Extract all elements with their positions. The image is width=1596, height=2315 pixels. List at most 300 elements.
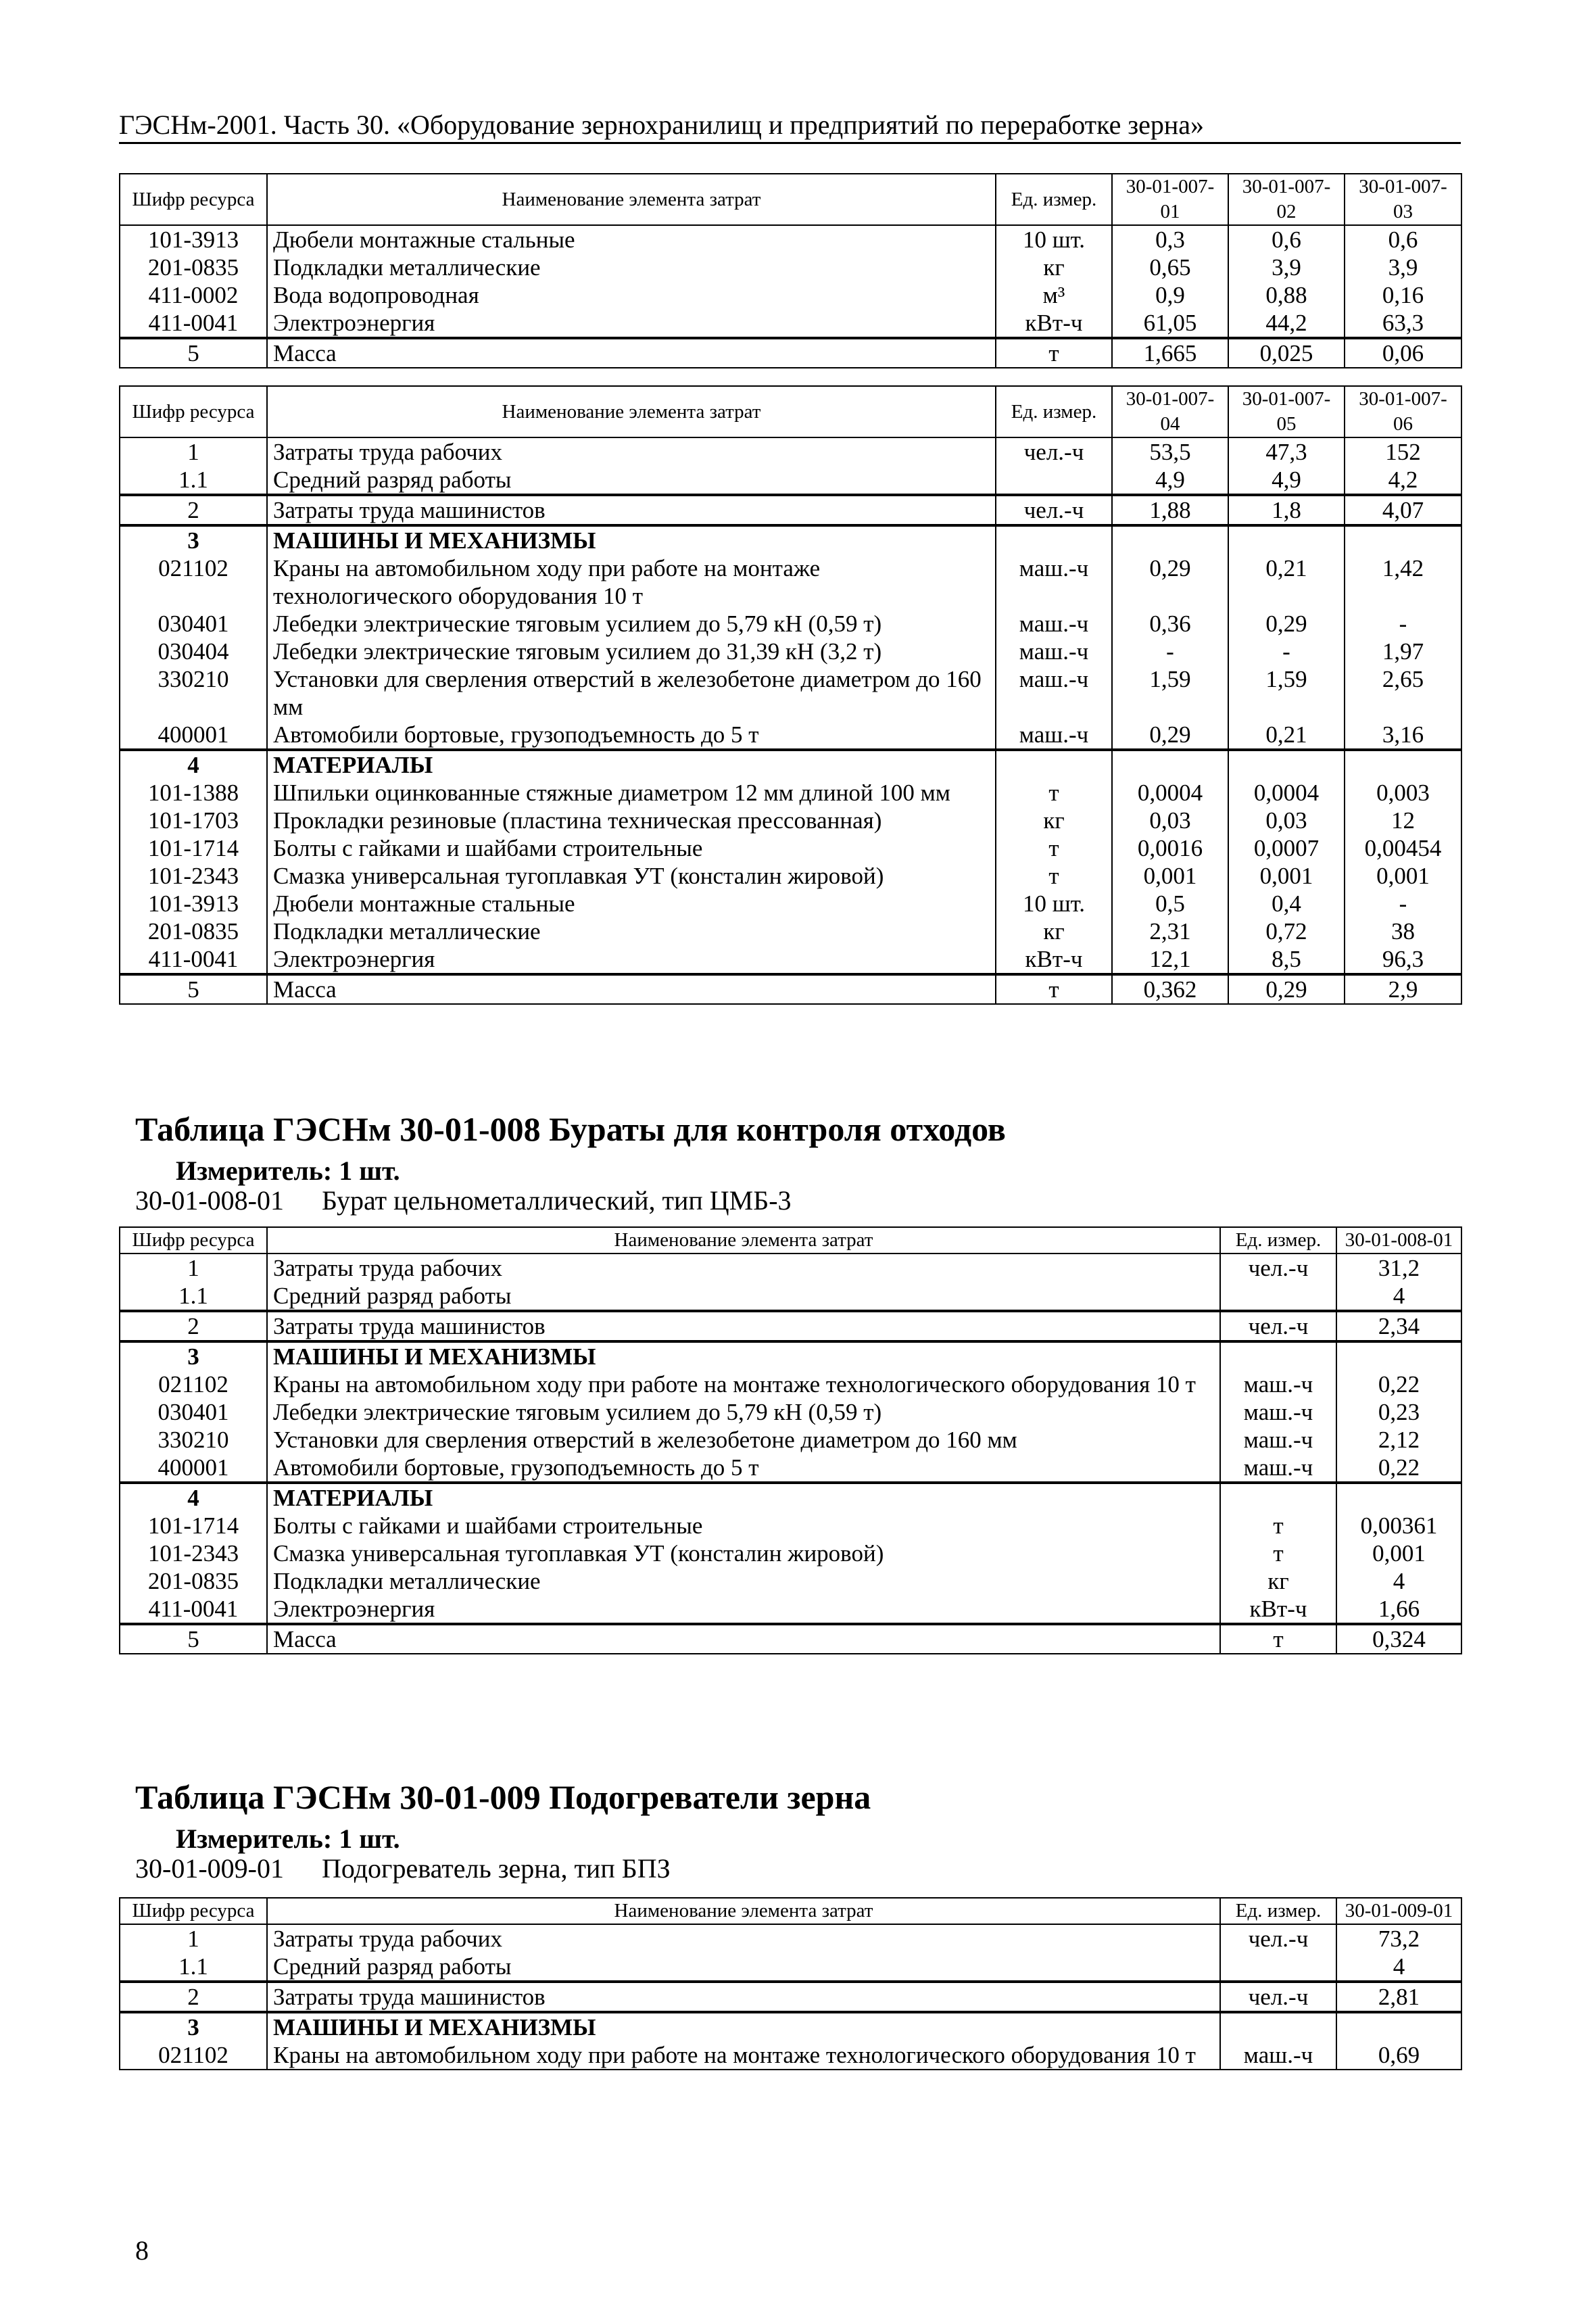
table-cell: 3,9 [1228, 254, 1345, 281]
table-cell: 3 [120, 1341, 267, 1370]
table-cell: 5 [120, 1624, 267, 1654]
table-cell: 0,72 [1228, 917, 1345, 945]
table-cell: маш.-ч [996, 665, 1112, 721]
table-cell: - [1228, 638, 1345, 665]
table-cell: 1,8 [1228, 495, 1345, 525]
table-header-row [120, 386, 1461, 437]
table-cell: маш.-ч [1220, 1370, 1336, 1398]
table-cell: Шифр ресурса [120, 174, 267, 225]
table-cell: Прокладки резиновые (пластина техническая прессованная) [267, 807, 996, 834]
table-header-row [120, 174, 1461, 225]
table-row [120, 665, 1461, 721]
table-cell: 0,21 [1228, 721, 1345, 750]
norm-008-01-name: Бурат цельнометаллический, тип ЦМБ-3 [321, 1185, 792, 1216]
table-row [120, 945, 1461, 974]
table-section-row [120, 750, 1461, 779]
table-007-01-03-body [120, 174, 1461, 368]
table-cell: кг [1220, 1567, 1336, 1595]
table-cell [1220, 1282, 1336, 1311]
table-cell: 0,29 [1228, 610, 1345, 638]
table-cell: 30-01-007-01 [1112, 174, 1228, 225]
table-008-meter: Измеритель: 1 шт. [176, 1155, 400, 1186]
table-cell: Краны на автомобильном ходу при работе на монтаже технологического оборудования 10 т [267, 2041, 1220, 2070]
table-cell: Ед. измер. [1220, 1898, 1336, 1924]
table-cell: т [996, 779, 1112, 807]
table-cell: 2,31 [1112, 917, 1228, 945]
table-cell: 5 [120, 338, 267, 368]
table-row [120, 862, 1461, 890]
table-009-title: Таблица ГЭСНм 30-01-009 Подогреватели зерна [135, 1778, 871, 1816]
table-cell: 4,07 [1345, 495, 1461, 525]
table-cell: 1 [120, 437, 267, 466]
table-cell [1220, 1953, 1336, 1982]
table-cell: 2,65 [1345, 665, 1461, 721]
table-cell: 5 [120, 974, 267, 1004]
table-cell: 4 [1336, 1953, 1461, 1982]
norm-009-01-name: Подогреватель зерна, тип БПЗ [321, 1853, 671, 1884]
table-cell: Шифр ресурса [120, 386, 267, 437]
table-row [120, 834, 1461, 862]
table-row [120, 2041, 1461, 2070]
table-cell: 38 [1345, 917, 1461, 945]
table-row [120, 807, 1461, 834]
table-cell: 3 [120, 2012, 267, 2041]
table-cell: 30-01-007-05 [1228, 386, 1345, 437]
table-cell: 021102 [120, 554, 267, 610]
table-cell: Шифр ресурса [120, 1898, 267, 1924]
table-cell: чел.-ч [1220, 1924, 1336, 1953]
table-cell: 2,81 [1336, 1982, 1461, 2012]
table-row [120, 917, 1461, 945]
table-009-body [120, 1898, 1461, 2070]
table-cell: маш.-ч [996, 721, 1112, 750]
table-cell: 1 [120, 1254, 267, 1282]
table-section-row [120, 525, 1461, 554]
table-cell: 73,2 [1336, 1924, 1461, 1953]
table-cell: 0,324 [1336, 1624, 1461, 1654]
table-cell: 0,29 [1228, 974, 1345, 1004]
table-cell: 201-0835 [120, 254, 267, 281]
running-header: ГЭСНм-2001. Часть 30. «Оборудование зернохранилищ и предприятий по переработке зерна» [119, 108, 1461, 144]
table-cell: 0,001 [1228, 862, 1345, 890]
table-cell: 101-2343 [120, 1540, 267, 1567]
table-cell: 31,2 [1336, 1254, 1461, 1282]
table-cell: 44,2 [1228, 309, 1345, 338]
table-cell: 030401 [120, 610, 267, 638]
table-cell: 0,003 [1345, 779, 1461, 807]
table-cell: 0,0016 [1112, 834, 1228, 862]
table-cell: 3 [120, 525, 267, 554]
table-cell: Лебедки электрические тяговым усилием до 5,79 кН (0,59 т) [267, 1398, 1220, 1426]
table-row [120, 554, 1461, 610]
table-cell: 1.1 [120, 1953, 267, 1982]
table-cell: 152 [1345, 437, 1461, 466]
table-cell: 0,03 [1112, 807, 1228, 834]
table-row [120, 1454, 1461, 1483]
table-cell [1112, 750, 1228, 779]
table-cell: МАШИНЫ И МЕХАНИЗМЫ [267, 2012, 1220, 2041]
table-cell: Болты с гайками и шайбами строительные [267, 834, 996, 862]
table-row [120, 974, 1461, 1004]
table-cell: Подкладки металлические [267, 917, 996, 945]
table-cell: Электроэнергия [267, 309, 996, 338]
table-cell: 0,69 [1336, 2041, 1461, 2070]
table-cell: 1,665 [1112, 338, 1228, 368]
table-cell: Дюбели монтажные стальные [267, 890, 996, 917]
table-header-row [120, 1227, 1461, 1254]
table-cell: 0,5 [1112, 890, 1228, 917]
table-cell: Затраты труда рабочих [267, 1254, 1220, 1282]
table-row [120, 610, 1461, 638]
table-row [120, 338, 1461, 368]
table-cell: 021102 [120, 1370, 267, 1398]
table-cell: 101-3913 [120, 890, 267, 917]
table-cell: 1.1 [120, 1282, 267, 1311]
table-cell: 12 [1345, 807, 1461, 834]
table-cell: чел.-ч [996, 437, 1112, 466]
table-cell: 2 [120, 1982, 267, 2012]
table-cell: 4,9 [1228, 466, 1345, 495]
table-cell: Дюбели монтажные стальные [267, 225, 996, 254]
table-cell: 4 [120, 1483, 267, 1512]
table-row [120, 437, 1461, 466]
table-cell: 201-0835 [120, 917, 267, 945]
table-cell: 0,025 [1228, 338, 1345, 368]
table-row [120, 1567, 1461, 1595]
table-row [120, 1624, 1461, 1654]
table-cell: 2 [120, 495, 267, 525]
page-number: 8 [135, 2235, 149, 2266]
table-cell: Вода водопроводная [267, 281, 996, 309]
table-cell: 3,16 [1345, 721, 1461, 750]
table-cell: Болты с гайками и шайбами строительные [267, 1512, 1220, 1540]
table-cell: 0,22 [1336, 1454, 1461, 1483]
table-cell: 0,16 [1345, 281, 1461, 309]
table-cell: 0,06 [1345, 338, 1461, 368]
table-cell: 0,00454 [1345, 834, 1461, 862]
table-cell: Автомобили бортовые, грузоподъемность до 5 т [267, 721, 996, 750]
table-cell: 0,21 [1228, 554, 1345, 610]
table-cell: 0,001 [1112, 862, 1228, 890]
table-cell: 0,03 [1228, 807, 1345, 834]
table-cell: 3,9 [1345, 254, 1461, 281]
norm-009-01-line [135, 1853, 671, 1885]
table-cell: 411-0002 [120, 281, 267, 309]
table-row [120, 1370, 1461, 1398]
table-cell: 2,12 [1336, 1426, 1461, 1454]
table-cell: 101-1703 [120, 807, 267, 834]
table-cell: 30-01-007-03 [1345, 174, 1461, 225]
table-cell: 30-01-007-06 [1345, 386, 1461, 437]
table-cell: маш.-ч [1220, 2041, 1336, 2070]
table-cell: маш.-ч [1220, 1426, 1336, 1454]
table-cell: 0,65 [1112, 254, 1228, 281]
table-008-title: Таблица ГЭСНм 30-01-008 Бураты для контроля отходов [135, 1110, 1006, 1148]
table-cell: Масса [267, 338, 996, 368]
table-cell: т [996, 834, 1112, 862]
table-cell: 1,59 [1112, 665, 1228, 721]
table-header-row [120, 1898, 1461, 1924]
table-cell: 0,0004 [1112, 779, 1228, 807]
table-cell: 0,88 [1228, 281, 1345, 309]
table-cell: 30-01-009-01 [1336, 1898, 1461, 1924]
table-cell [1228, 525, 1345, 554]
table-cell: - [1112, 638, 1228, 665]
table-008-body [120, 1227, 1461, 1654]
table-cell: 0,9 [1112, 281, 1228, 309]
norm-008-01-code: 30-01-008-01 [135, 1185, 284, 1216]
table-008 [119, 1226, 1462, 1654]
table-cell: Смазка универсальная тугоплавкая УТ (консталин жировой) [267, 1540, 1220, 1567]
table-cell: чел.-ч [996, 495, 1112, 525]
norm-008-01-line [135, 1185, 792, 1217]
table-cell: 0,00361 [1336, 1512, 1461, 1540]
table-cell: кг [996, 917, 1112, 945]
table-cell: 1,42 [1345, 554, 1461, 610]
table-cell: Затраты труда машинистов [267, 1982, 1220, 2012]
table-cell: 8,5 [1228, 945, 1345, 974]
table-cell: 201-0835 [120, 1567, 267, 1595]
table-cell: 0,001 [1336, 1540, 1461, 1567]
table-row [120, 1311, 1461, 1341]
table-row [120, 466, 1461, 495]
table-cell: т [1220, 1512, 1336, 1540]
table-cell: 0,6 [1345, 225, 1461, 254]
table-cell: 30-01-007-02 [1228, 174, 1345, 225]
table-cell: 1,66 [1336, 1595, 1461, 1624]
table-cell [1112, 525, 1228, 554]
table-cell: 1,88 [1112, 495, 1228, 525]
table-cell [1336, 2012, 1461, 2041]
table-row [120, 1426, 1461, 1454]
table-section-row [120, 1341, 1461, 1370]
table-cell: т [996, 974, 1112, 1004]
table-cell [1336, 1341, 1461, 1370]
table-cell: Электроэнергия [267, 945, 996, 974]
table-cell: кВт-ч [1220, 1595, 1336, 1624]
table-section-row [120, 2012, 1461, 2041]
norm-009-01-code: 30-01-009-01 [135, 1853, 284, 1884]
table-009 [119, 1897, 1462, 2070]
table-cell: Электроэнергия [267, 1595, 1220, 1624]
table-cell: 1,59 [1228, 665, 1345, 721]
table-cell: 411-0041 [120, 945, 267, 974]
table-cell: 96,3 [1345, 945, 1461, 974]
table-cell: 1.1 [120, 466, 267, 495]
table-cell: 2 [120, 1311, 267, 1341]
table-cell: 4 [1336, 1282, 1461, 1311]
table-cell: Затраты труда машинистов [267, 1311, 1220, 1341]
table-cell [1345, 750, 1461, 779]
table-009-meter: Измеритель: 1 шт. [176, 1823, 400, 1854]
table-cell: 330210 [120, 665, 267, 721]
table-cell: кВт-ч [996, 309, 1112, 338]
table-row [120, 1512, 1461, 1540]
table-cell: 330210 [120, 1426, 267, 1454]
table-cell [1220, 1483, 1336, 1512]
table-cell: МАШИНЫ И МЕХАНИЗМЫ [267, 1341, 1220, 1370]
table-cell [1220, 2012, 1336, 2041]
table-cell: Средний разряд работы [267, 1282, 1220, 1311]
table-cell: 53,5 [1112, 437, 1228, 466]
table-cell: м³ [996, 281, 1112, 309]
table-cell: 1,97 [1345, 638, 1461, 665]
table-cell: Затраты труда машинистов [267, 495, 996, 525]
table-cell: 4 [120, 750, 267, 779]
table-cell: 10 шт. [996, 890, 1112, 917]
table-cell: 101-1388 [120, 779, 267, 807]
table-row [120, 309, 1461, 338]
table-cell: кг [996, 807, 1112, 834]
table-cell: Затраты труда рабочих [267, 437, 996, 466]
table-section-row [120, 1483, 1461, 1512]
table-cell: 12,1 [1112, 945, 1228, 974]
table-cell: 0,0004 [1228, 779, 1345, 807]
table-cell: 0,4 [1228, 890, 1345, 917]
table-cell: 4,9 [1112, 466, 1228, 495]
table-cell: Смазка универсальная тугоплавкая УТ (консталин жировой) [267, 862, 996, 890]
table-cell: 411-0041 [120, 1595, 267, 1624]
table-row [120, 1953, 1461, 1982]
table-cell: 0,36 [1112, 610, 1228, 638]
table-row [120, 254, 1461, 281]
table-cell: 1 [120, 1924, 267, 1953]
table-cell: 30-01-008-01 [1336, 1227, 1461, 1254]
table-cell: Шифр ресурса [120, 1227, 267, 1254]
table-cell: 101-2343 [120, 862, 267, 890]
table-cell: 10 шт. [996, 225, 1112, 254]
table-007-04-06-body [120, 386, 1461, 1004]
table-007-01-03 [119, 173, 1462, 368]
table-cell: Подкладки металлические [267, 254, 996, 281]
table-cell [996, 466, 1112, 495]
table-007-04-06 [119, 385, 1462, 1005]
table-cell [1220, 1341, 1336, 1370]
table-row [120, 1398, 1461, 1426]
table-cell: кВт-ч [996, 945, 1112, 974]
table-cell: Автомобили бортовые, грузоподъемность до 5 т [267, 1454, 1220, 1483]
table-cell: 2,9 [1345, 974, 1461, 1004]
table-row [120, 225, 1461, 254]
table-cell: Масса [267, 974, 996, 1004]
table-cell: 101-1714 [120, 834, 267, 862]
table-row [120, 721, 1461, 750]
table-cell: МАШИНЫ И МЕХАНИЗМЫ [267, 525, 996, 554]
table-cell: МАТЕРИАЛЫ [267, 750, 996, 779]
table-cell: маш.-ч [1220, 1454, 1336, 1483]
table-row [120, 779, 1461, 807]
table-cell: 400001 [120, 1454, 267, 1483]
table-cell: маш.-ч [996, 610, 1112, 638]
table-cell: 400001 [120, 721, 267, 750]
table-cell: 0,23 [1336, 1398, 1461, 1426]
table-row [120, 890, 1461, 917]
table-row [120, 1924, 1461, 1953]
table-cell: Подкладки металлические [267, 1567, 1220, 1595]
table-cell: Затраты труда рабочих [267, 1924, 1220, 1953]
table-cell [1228, 750, 1345, 779]
table-cell: 4 [1336, 1567, 1461, 1595]
table-cell: 0,0007 [1228, 834, 1345, 862]
table-cell [1336, 1483, 1461, 1512]
table-cell: МАТЕРИАЛЫ [267, 1483, 1220, 1512]
table-cell: Средний разряд работы [267, 1953, 1220, 1982]
table-cell: т [1220, 1624, 1336, 1654]
table-cell: 61,05 [1112, 309, 1228, 338]
table-cell: Шпильки оцинкованные стяжные диаметром 12 мм длиной 100 мм [267, 779, 996, 807]
table-cell: 4,2 [1345, 466, 1461, 495]
table-cell: 63,3 [1345, 309, 1461, 338]
table-cell: - [1345, 890, 1461, 917]
table-cell [996, 525, 1112, 554]
table-row [120, 1540, 1461, 1567]
table-row [120, 1982, 1461, 2012]
table-cell: Краны на автомобильном ходу при работе на монтаже технологического оборудования 10 т [267, 554, 996, 610]
table-cell: т [996, 862, 1112, 890]
table-cell: Установки для сверления отверстий в железобетоне диаметром до 160 мм [267, 665, 996, 721]
table-cell: т [1220, 1540, 1336, 1567]
table-cell: 030404 [120, 638, 267, 665]
table-cell: кг [996, 254, 1112, 281]
table-cell: Наименование элемента затрат [267, 1898, 1220, 1924]
table-cell: чел.-ч [1220, 1254, 1336, 1282]
table-cell: Лебедки электрические тяговым усилием до 5,79 кН (0,59 т) [267, 610, 996, 638]
table-cell: чел.-ч [1220, 1982, 1336, 2012]
table-cell: 0,22 [1336, 1370, 1461, 1398]
table-row [120, 1595, 1461, 1624]
table-cell: Краны на автомобильном ходу при работе на монтаже технологического оборудования 10 т [267, 1370, 1220, 1398]
table-cell: 101-3913 [120, 225, 267, 254]
table-cell: 0,001 [1345, 862, 1461, 890]
table-cell [996, 750, 1112, 779]
table-cell: 0,3 [1112, 225, 1228, 254]
table-cell: 47,3 [1228, 437, 1345, 466]
table-cell: 030401 [120, 1398, 267, 1426]
table-cell: Средний разряд работы [267, 466, 996, 495]
table-cell: Масса [267, 1624, 1220, 1654]
table-row [120, 1282, 1461, 1311]
table-cell: Ед. измер. [996, 386, 1112, 437]
table-cell: чел.-ч [1220, 1311, 1336, 1341]
table-cell: Наименование элемента затрат [267, 1227, 1220, 1254]
table-cell: 0,29 [1112, 554, 1228, 610]
table-cell: 30-01-007-04 [1112, 386, 1228, 437]
table-row [120, 281, 1461, 309]
table-cell: маш.-ч [996, 554, 1112, 610]
table-row [120, 1254, 1461, 1282]
table-cell: 411-0041 [120, 309, 267, 338]
table-cell: Лебедки электрические тяговым усилием до 31,39 кН (3,2 т) [267, 638, 996, 665]
table-cell: Ед. измер. [1220, 1227, 1336, 1254]
table-cell: - [1345, 610, 1461, 638]
table-cell: 0,362 [1112, 974, 1228, 1004]
table-cell: 101-1714 [120, 1512, 267, 1540]
table-cell: Ед. измер. [996, 174, 1112, 225]
table-cell [1345, 525, 1461, 554]
table-cell: Установки для сверления отверстий в железобетоне диаметром до 160 мм [267, 1426, 1220, 1454]
table-cell: 0,29 [1112, 721, 1228, 750]
table-cell: маш.-ч [1220, 1398, 1336, 1426]
table-cell: 2,34 [1336, 1311, 1461, 1341]
table-cell: 0,6 [1228, 225, 1345, 254]
table-cell: Наименование элемента затрат [267, 386, 996, 437]
table-cell: т [996, 338, 1112, 368]
table-cell: Наименование элемента затрат [267, 174, 996, 225]
table-row [120, 638, 1461, 665]
table-cell: маш.-ч [996, 638, 1112, 665]
table-row [120, 495, 1461, 525]
table-cell: 021102 [120, 2041, 267, 2070]
